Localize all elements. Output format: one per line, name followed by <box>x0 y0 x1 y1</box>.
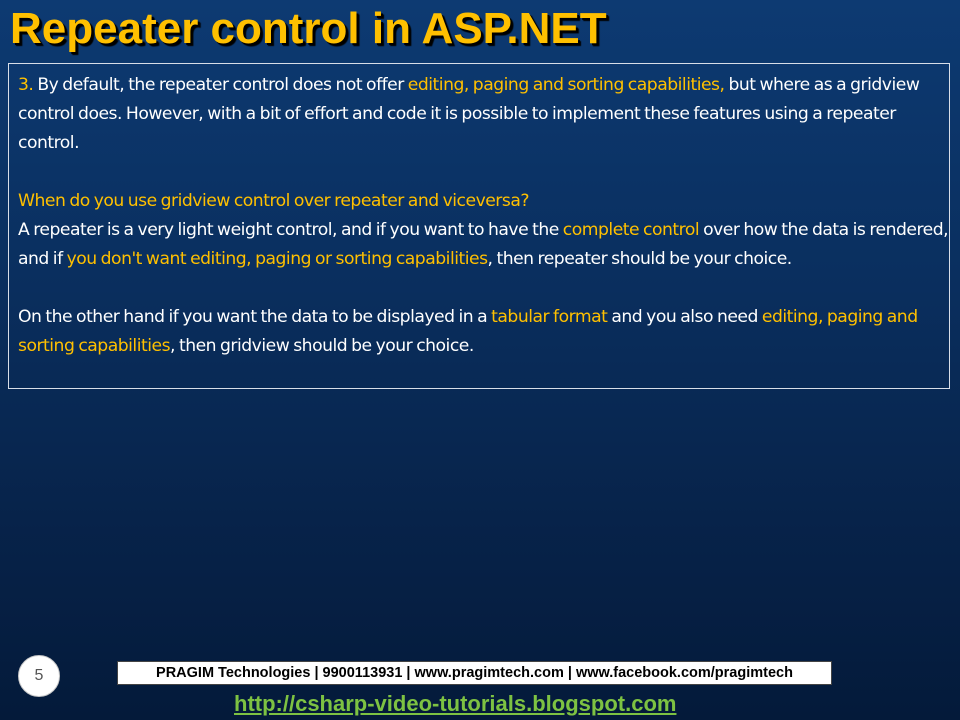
highlight-text: editing, paging and sorting capabilities, <box>407 75 725 95</box>
highlight-text: tabular format <box>491 307 608 327</box>
paragraph-text: A repeater is a very light weight control, and if you want to have the <box>18 220 563 240</box>
paragraph-repeater-choice <box>18 216 949 274</box>
paragraph-text: over how the data is rendered, and if <box>18 220 949 269</box>
paragraph-spacer <box>18 158 949 187</box>
highlight-text: complete control <box>562 220 700 240</box>
content-box <box>8 63 950 389</box>
slide-title: Repeater control in ASP.NET <box>10 4 607 53</box>
paragraph-gridview-choice <box>18 303 949 361</box>
paragraph-text: By default, the repeater control does not offer <box>33 75 408 95</box>
page-number-badge: 5 <box>18 655 60 697</box>
paragraph-text: , then gridview should be your choice. <box>170 336 474 356</box>
blog-link[interactable]: http://csharp-video-tutorials.blogspot.com <box>234 691 677 716</box>
paragraph-text: , then repeater should be your choice. <box>487 249 792 269</box>
paragraph-text: but where as a gridview control does. However, with a bit of effort and code it is possible to implement these features using a repeater control. <box>18 75 920 153</box>
footer-contact-info: PRAGIM Technologies | 9900113931 | www.pragimtech.com | www.facebook.com/pragimtech <box>117 661 832 685</box>
paragraph-repeater-limitations <box>18 71 949 158</box>
question-heading: When do you use gridview control over repeater and viceversa? <box>18 191 529 211</box>
highlight-text: you don't want editing, paging or sorting capabilities <box>66 249 488 269</box>
paragraph-text: and you also need <box>607 307 762 327</box>
highlight-text: editing, paging and sorting capabilities <box>18 307 918 356</box>
paragraph-spacer <box>18 274 949 303</box>
paragraph-text: On the other hand if you want the data to be displayed in a <box>18 307 492 327</box>
point-number: 3. <box>18 75 34 95</box>
